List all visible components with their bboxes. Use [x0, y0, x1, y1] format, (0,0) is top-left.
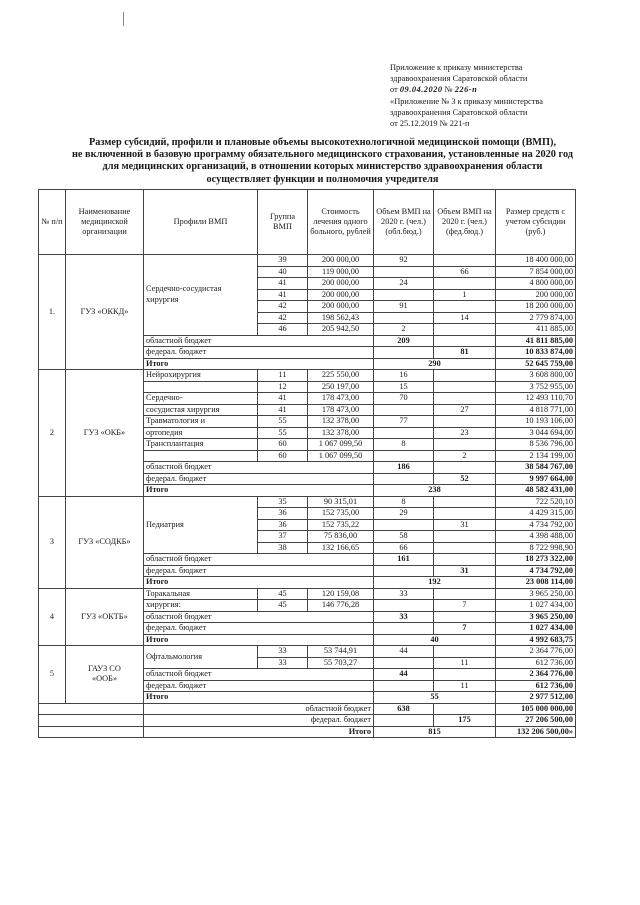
cost-cell: 55 703,27 [308, 657, 374, 669]
group-cell: 41 [258, 404, 308, 416]
org-name-line-1: ГАУЗ СО [88, 663, 121, 673]
total-vol: 238 [374, 485, 496, 497]
amount-cell: 612 736,00 [496, 657, 576, 669]
federal-vol: 7 [434, 623, 496, 635]
grand-federal-label: федерал. бюджет [144, 715, 374, 727]
regional-label: областной бюджет [144, 554, 374, 566]
cost-cell: 119 000,00 [308, 266, 374, 278]
total-label: Итого [144, 577, 374, 589]
amount-cell: 4 429 315,00 [496, 508, 576, 520]
amount-cell: 1 027 434,00 [496, 600, 576, 612]
org-name: ГУЗ «ОККД» [66, 255, 144, 370]
org-name: ГУЗ «ОКБ» [66, 370, 144, 497]
vol-fed-cell [434, 381, 496, 393]
regional-label: областной бюджет [144, 462, 374, 474]
vol-reg-cell [374, 312, 434, 324]
federal-label: федерал. бюджет [144, 680, 374, 692]
org-name [66, 646, 144, 704]
cost-cell: 146 776,28 [308, 600, 374, 612]
org-name: ГУЗ «СОДКБ» [66, 496, 144, 588]
table-row [39, 646, 576, 658]
grand-regional-amount: 105 000 000,00 [496, 703, 576, 715]
group-cell: 36 [258, 508, 308, 520]
vol-fed-cell [434, 542, 496, 554]
group-cell: 37 [258, 531, 308, 543]
total-label: Итого [144, 634, 374, 646]
regional-vol: 161 [374, 554, 434, 566]
amount-cell: 8 536 796,00 [496, 439, 576, 451]
handwritten-number: 226-п [454, 85, 478, 95]
grand-federal-amount: 27 206 500,00 [496, 715, 576, 727]
group-cell: 46 [258, 324, 308, 336]
regional-vol: 209 [374, 335, 434, 347]
total-label: Итого [144, 692, 374, 704]
header-line-6: от 25.12.2019 № 221-п [390, 119, 470, 129]
group-cell: 55 [258, 427, 308, 439]
regional-amount: 41 811 885,00 [496, 335, 576, 347]
col-vol-fed-header: Объем ВМП на 2020 г. (чел.) (фед.бюд.) [434, 190, 496, 255]
vol-reg-cell: 2 [374, 324, 434, 336]
col-cost-header: Стоимость лечения одного больного, рублей [308, 190, 374, 255]
order-header [390, 62, 630, 129]
amount-cell: 12 493 110,70 [496, 393, 576, 405]
org-num: 3 [39, 496, 66, 588]
group-cell: 55 [258, 416, 308, 428]
header-line-5: здравоохранения Саратовской области [390, 107, 528, 117]
amount-cell: 3 752 955,00 [496, 381, 576, 393]
total-vol: 192 [374, 577, 496, 589]
group-cell: 45 [258, 588, 308, 600]
vol-reg-cell: 8 [374, 496, 434, 508]
regional-vol: 44 [374, 669, 434, 681]
col-num-header: № п/п [39, 190, 66, 255]
amount-cell: 18 200 000,00 [496, 301, 576, 313]
group-cell: 35 [258, 496, 308, 508]
profile-cell: ортопедия [144, 427, 258, 439]
amount-cell: 4 734 792,00 [496, 519, 576, 531]
vol-fed-cell: 66 [434, 266, 496, 278]
group-cell: 33 [258, 657, 308, 669]
total-amount: 52 645 759,00 [496, 358, 576, 370]
table-row [39, 370, 576, 382]
profile-cell: Трансплантация [144, 439, 258, 451]
vol-reg-cell: 92 [374, 255, 434, 267]
vol-reg-cell: 58 [374, 531, 434, 543]
vol-reg-cell: 8 [374, 439, 434, 451]
group-cell: 40 [258, 266, 308, 278]
vol-fed-cell: 11 [434, 657, 496, 669]
total-vol: 290 [374, 358, 496, 370]
regional-amount: 18 273 322,00 [496, 554, 576, 566]
grand-regional-vol: 638 [374, 703, 434, 715]
group-cell: 41 [258, 278, 308, 290]
federal-amount: 10 833 874,00 [496, 347, 576, 359]
total-amount: 48 582 431,00 [496, 485, 576, 497]
total-amount: 4 992 683,75 [496, 634, 576, 646]
vol-fed-cell [434, 393, 496, 405]
vol-reg-cell: 29 [374, 508, 434, 520]
col-vol-reg-header: Объем ВМП на 2020 г. (чел.) (обл.бюд.) [374, 190, 434, 255]
group-cell: 38 [258, 542, 308, 554]
amount-cell: 3 608 800,00 [496, 370, 576, 382]
vol-fed-cell: 14 [434, 312, 496, 324]
total-label: Итого [144, 358, 374, 370]
table-row [39, 255, 576, 267]
regional-vol: 186 [374, 462, 434, 474]
total-vol: 40 [374, 634, 496, 646]
profile-cell: сосудистая хирургия [144, 404, 258, 416]
cost-cell: 200 000,00 [308, 278, 374, 290]
amount-cell: 7 854 000,00 [496, 266, 576, 278]
vol-reg-cell [374, 657, 434, 669]
profile-cell: Травматология и [144, 416, 258, 428]
federal-amount: 9 997 664,00 [496, 473, 576, 485]
handwritten-date: 09.04.2020 [399, 85, 443, 95]
cost-cell: 225 550,00 [308, 370, 374, 382]
vol-reg-cell: 66 [374, 542, 434, 554]
profile-cell [144, 381, 258, 393]
cost-cell: 132 166,65 [308, 542, 374, 554]
federal-label: федерал. бюджет [144, 623, 374, 635]
table-header-row [39, 190, 576, 255]
vol-reg-cell: 33 [374, 588, 434, 600]
org-num: 5 [39, 646, 66, 704]
cost-cell: 90 315,01 [308, 496, 374, 508]
vol-fed-cell [434, 301, 496, 313]
regional-amount: 2 364 776,00 [496, 669, 576, 681]
federal-amount: 4 734 792,00 [496, 565, 576, 577]
amount-cell: 2 364 776,00 [496, 646, 576, 658]
regional-amount: 3 965 250,00 [496, 611, 576, 623]
amount-cell: 200 000,00 [496, 289, 576, 301]
vol-reg-cell [374, 427, 434, 439]
cost-cell: 205 942,50 [308, 324, 374, 336]
group-cell: 33 [258, 646, 308, 658]
profile-cell: Торакальная [144, 588, 258, 600]
title-line-1: Размер субсидий, профили и плановые объемы высокотехнологичной медицинской помощи (ВМП), [88, 137, 557, 148]
vol-reg-cell: 70 [374, 393, 434, 405]
group-cell: 45 [258, 600, 308, 612]
amount-cell: 18 400 000,00 [496, 255, 576, 267]
grand-total-vol: 815 [374, 726, 496, 738]
vol-fed-cell [434, 646, 496, 658]
vol-reg-cell [374, 450, 434, 462]
amount-cell: 4 800 000,00 [496, 278, 576, 290]
profile-cell [144, 450, 258, 462]
vmp-table [38, 189, 576, 738]
federal-label: федерал. бюджет [144, 347, 374, 359]
title-line-2: не включенной в базовую программу обязательного медицинского страхования, установленные на 2020 год [71, 149, 574, 161]
vol-fed-cell: 2 [434, 450, 496, 462]
cost-cell: 250 197,00 [308, 381, 374, 393]
profile-cell: Сердечно- [144, 393, 258, 405]
group-cell: 11 [258, 370, 308, 382]
regional-vol: 33 [374, 611, 434, 623]
cost-cell: 152 735,00 [308, 508, 374, 520]
grand-total-label: Итого [144, 726, 374, 738]
amount-cell: 4 398 488,00 [496, 531, 576, 543]
vol-fed-cell [434, 278, 496, 290]
vol-fed-cell: 31 [434, 519, 496, 531]
org-num: 1. [39, 255, 66, 370]
cost-cell: 1 067 099,50 [308, 450, 374, 462]
cost-cell: 178 473,00 [308, 404, 374, 416]
col-profile-header: Профили ВМП [144, 190, 258, 255]
vol-fed-cell [434, 416, 496, 428]
vol-reg-cell: 44 [374, 646, 434, 658]
grand-regional-label: областной бюджет [144, 703, 374, 715]
header-line-4: «Приложение № 3 к приказу министерства [390, 96, 543, 106]
vol-fed-cell [434, 508, 496, 520]
federal-vol: 11 [434, 680, 496, 692]
title-line-3: для медицинских организаций, в отношении которых министерство здравоохранения области [102, 161, 543, 173]
cost-cell: 200 000,00 [308, 255, 374, 267]
federal-vol: 31 [434, 565, 496, 577]
regional-label: областной бюджет [144, 611, 374, 623]
grand-regional-row [39, 703, 576, 715]
cost-cell: 200 000,00 [308, 301, 374, 313]
group-cell: 42 [258, 301, 308, 313]
org-num: 2 [39, 370, 66, 497]
amount-cell: 10 193 106,00 [496, 416, 576, 428]
group-cell: 39 [258, 255, 308, 267]
table-row [39, 588, 576, 600]
vol-reg-cell: 91 [374, 301, 434, 313]
group-cell: 60 [258, 439, 308, 451]
vol-reg-cell [374, 266, 434, 278]
amount-cell: 2 779 874,00 [496, 312, 576, 324]
total-vol: 55 [374, 692, 496, 704]
regional-label: областной бюджет [144, 335, 374, 347]
group-cell: 42 [258, 312, 308, 324]
federal-label: федерал. бюджет [144, 565, 374, 577]
vol-fed-cell [434, 439, 496, 451]
vol-fed-cell [434, 531, 496, 543]
cost-cell: 152 735,22 [308, 519, 374, 531]
vol-reg-cell [374, 519, 434, 531]
header-line-3 [390, 84, 630, 95]
amount-cell: 2 134 199,00 [496, 450, 576, 462]
vol-fed-cell [434, 255, 496, 267]
federal-amount: 1 027 434,00 [496, 623, 576, 635]
vol-fed-cell [434, 324, 496, 336]
vol-fed-cell: 7 [434, 600, 496, 612]
regional-label: областной бюджет [144, 669, 374, 681]
group-cell: 41 [258, 393, 308, 405]
org-num: 4 [39, 588, 66, 646]
grand-federal-row [39, 715, 576, 727]
profile-cell: Сердечно-сосудистая хирургия [144, 255, 258, 336]
vol-reg-cell [374, 404, 434, 416]
federal-vol: 81 [434, 347, 496, 359]
cost-cell: 178 473,00 [308, 393, 374, 405]
cost-cell: 200 000,00 [308, 289, 374, 301]
vol-fed-cell: 27 [434, 404, 496, 416]
table-row [39, 496, 576, 508]
group-cell: 12 [258, 381, 308, 393]
amount-cell: 3 044 694,00 [496, 427, 576, 439]
group-cell: 60 [258, 450, 308, 462]
cost-cell: 132 378,00 [308, 416, 374, 428]
profile-cell: Педиатрия [144, 496, 258, 554]
vol-fed-cell: 23 [434, 427, 496, 439]
org-name-line-2: «ООБ» [91, 674, 118, 684]
federal-vol: 52 [434, 473, 496, 485]
amount-cell: 411 885,00 [496, 324, 576, 336]
profile-cell: Нейрохирургия [144, 370, 258, 382]
col-group-header: Группа ВМП [258, 190, 308, 255]
col-org-header: Наименование медицинской организации [66, 190, 144, 255]
profile-cell: Офтальмология [144, 646, 258, 669]
grand-total-row [39, 726, 576, 738]
title-line-4: осуществляет функции и полномочия учредителя [206, 173, 439, 185]
vol-fed-cell [434, 496, 496, 508]
amount-cell: 4 818 771,00 [496, 404, 576, 416]
header-line-2: здравоохранения Саратовской области [390, 74, 528, 84]
profile-cell: хирургия: [144, 600, 258, 612]
federal-amount: 612 736,00 [496, 680, 576, 692]
amount-cell: 722 520,10 [496, 496, 576, 508]
org-name: ГУЗ «ОКТБ» [66, 588, 144, 646]
cost-cell: 120 159,08 [308, 588, 374, 600]
amount-cell: 3 965 250,00 [496, 588, 576, 600]
grand-federal-vol: 175 [434, 715, 496, 727]
federal-label: федерал. бюджет [144, 473, 374, 485]
total-amount: 23 008 114,00 [496, 577, 576, 589]
margin-mark [123, 12, 124, 26]
vol-reg-cell [374, 289, 434, 301]
total-amount: 2 977 512,00 [496, 692, 576, 704]
col-amount-header: Размер средств с учетом субсидии (руб.) [496, 190, 576, 255]
group-cell: 36 [258, 519, 308, 531]
grand-total-amount: 132 206 500,00» [496, 726, 576, 738]
vol-fed-cell [434, 588, 496, 600]
document-title [20, 137, 625, 186]
cost-cell: 198 562,43 [308, 312, 374, 324]
vol-reg-cell: 16 [374, 370, 434, 382]
amount-cell: 8 722 998,90 [496, 542, 576, 554]
group-cell: 41 [258, 289, 308, 301]
vol-reg-cell: 77 [374, 416, 434, 428]
cost-cell: 132 378,00 [308, 427, 374, 439]
total-label: Итого [144, 485, 374, 497]
vol-reg-cell [374, 600, 434, 612]
regional-amount: 38 584 767,00 [496, 462, 576, 474]
vol-fed-cell [434, 370, 496, 382]
header-date-prefix: от [390, 85, 398, 95]
vol-reg-cell: 24 [374, 278, 434, 290]
cost-cell: 75 836,00 [308, 531, 374, 543]
header-line-1: Приложение к приказу министерства [390, 63, 523, 72]
cost-cell: 53 744,91 [308, 646, 374, 658]
header-number-sign: № [444, 85, 453, 95]
vol-reg-cell: 15 [374, 381, 434, 393]
cost-cell: 1 067 099,50 [308, 439, 374, 451]
vol-fed-cell: 1 [434, 289, 496, 301]
